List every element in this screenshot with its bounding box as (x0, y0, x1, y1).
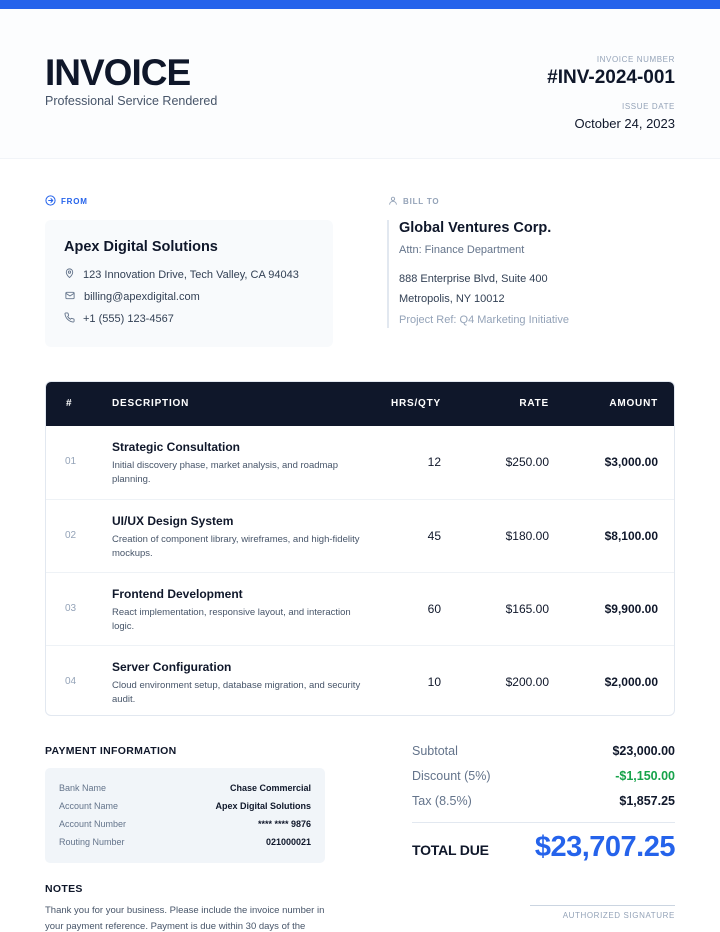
map-pin-icon (64, 267, 75, 282)
tax-value: $1,857.25 (619, 794, 675, 808)
subtotal-value: $23,000.00 (612, 744, 675, 758)
row-num: 03 (65, 603, 77, 614)
row-title: Strategic Consultation (112, 440, 241, 454)
notes-body: Thank you for your business. Please include the invoice number in your payment reference. Payment is due within 30 days of the (45, 905, 325, 932)
bill-to-company: Global Ventures Corp. (399, 220, 552, 236)
payment-row (59, 801, 311, 811)
payment-value: 021000021 (265, 837, 311, 847)
top-accent-bar (0, 0, 720, 9)
from-address: 123 Innovation Drive, Tech Valley, CA 94043 (83, 268, 299, 281)
row-num: 01 (65, 456, 77, 467)
row-title: UI/UX Design System (112, 514, 234, 528)
row-rate: $200.00 (505, 675, 549, 689)
row-qty: 60 (427, 602, 441, 616)
table-row (46, 499, 675, 572)
table-row (46, 572, 675, 645)
mail-icon (64, 290, 76, 304)
arrow-circle-right-icon (45, 195, 56, 208)
from-label-text: FROM (61, 197, 88, 206)
payment-key: Account Number (59, 819, 127, 829)
row-rate: $180.00 (505, 529, 549, 543)
discount-label: Discount (5%) (412, 769, 491, 783)
table-row (46, 426, 675, 499)
bill-to-label-text: BILL TO (403, 197, 440, 206)
payment-key: Account Name (59, 801, 119, 811)
phone-icon (64, 312, 75, 326)
signature-label: AUTHORIZED SIGNATURE (562, 911, 675, 920)
payment-key: Routing Number (59, 837, 125, 847)
from-phone-row (64, 312, 174, 326)
bill-to-section-label (388, 195, 439, 208)
row-description: React implementation, responsive layout, and interaction logic. (112, 607, 351, 632)
from-address-row (64, 267, 299, 282)
payment-row (59, 837, 311, 847)
tax-label: Tax (8.5%) (412, 794, 472, 808)
from-email[interactable]: billing@apexdigital.com (84, 291, 200, 303)
page-subtitle: Professional Service Rendered (45, 94, 218, 108)
row-num: 02 (65, 530, 77, 541)
page-title: INVOICE (45, 52, 191, 93)
header-amount: AMOUNT (609, 398, 658, 409)
bill-to-block (387, 220, 677, 328)
payment-key: Bank Name (59, 783, 107, 793)
payment-value: Apex Digital Solutions (215, 801, 311, 811)
header-description: DESCRIPTION (112, 398, 190, 409)
total-due-value: $23,707.25 (534, 831, 675, 863)
discount-value: -$1,150.00 (615, 769, 675, 783)
payment-value: Chase Commercial (229, 783, 311, 793)
row-description: Initial discovery phase, market analysis, and roadmap planning. (112, 460, 339, 485)
discount-row (412, 769, 675, 783)
line-items-table (45, 381, 675, 716)
from-email-row (64, 290, 200, 304)
payment-info-title: PAYMENT INFORMATION (45, 745, 177, 757)
invoice-header (0, 9, 720, 159)
bill-to-address-line1: 888 Enterprise Blvd, Suite 400 (399, 273, 548, 285)
row-qty: 45 (427, 529, 441, 543)
header-rate: RATE (519, 398, 549, 409)
row-title: Server Configuration (112, 660, 232, 674)
summary-divider (412, 822, 675, 823)
table-row (46, 645, 675, 716)
row-amount: $3,000.00 (604, 455, 658, 469)
from-phone: +1 (555) 123-4567 (83, 313, 174, 325)
row-rate: $250.00 (505, 455, 549, 469)
from-company: Apex Digital Solutions (64, 239, 218, 255)
payment-info-card (45, 768, 325, 863)
payment-row (59, 819, 311, 829)
from-card (45, 220, 333, 347)
invoice-number: #INV-2024-001 (547, 67, 675, 88)
payment-row (59, 783, 311, 793)
row-amount: $2,000.00 (604, 675, 658, 689)
row-amount: $9,900.00 (604, 602, 658, 616)
row-num: 04 (65, 676, 77, 687)
subtotal-label: Subtotal (412, 744, 458, 758)
subtotal-row (412, 744, 675, 758)
row-qty: 12 (427, 455, 441, 469)
tax-row (412, 794, 675, 808)
table-header (46, 382, 675, 426)
invoice-number-label: INVOICE NUMBER (596, 55, 675, 64)
issue-date: October 24, 2023 (574, 116, 675, 131)
payment-value: **** **** 9876 (257, 819, 311, 829)
bill-to-attn: Attn: Finance Department (399, 244, 525, 256)
signature-line (530, 905, 675, 906)
bill-to-project-ref: Project Ref: Q4 Marketing Initiative (399, 314, 569, 326)
total-due-label: TOTAL DUE (412, 842, 489, 858)
header-qty: HRS/QTY (390, 398, 441, 409)
row-description: Cloud environment setup, database migration, and security audit. (112, 680, 361, 705)
bill-to-address-line2: Metropolis, NY 10012 (399, 293, 505, 305)
user-icon (388, 195, 398, 208)
row-qty: 10 (427, 675, 441, 689)
row-title: Frontend Development (112, 587, 243, 601)
from-section-label (45, 195, 88, 208)
row-description: Creation of component library, wireframes, and high-fidelity mockups. (112, 534, 360, 559)
issue-date-label: ISSUE DATE (622, 102, 675, 111)
row-amount: $8,100.00 (604, 529, 658, 543)
header-num: # (66, 398, 73, 409)
notes-title: NOTES (45, 883, 83, 895)
row-rate: $165.00 (505, 602, 549, 616)
